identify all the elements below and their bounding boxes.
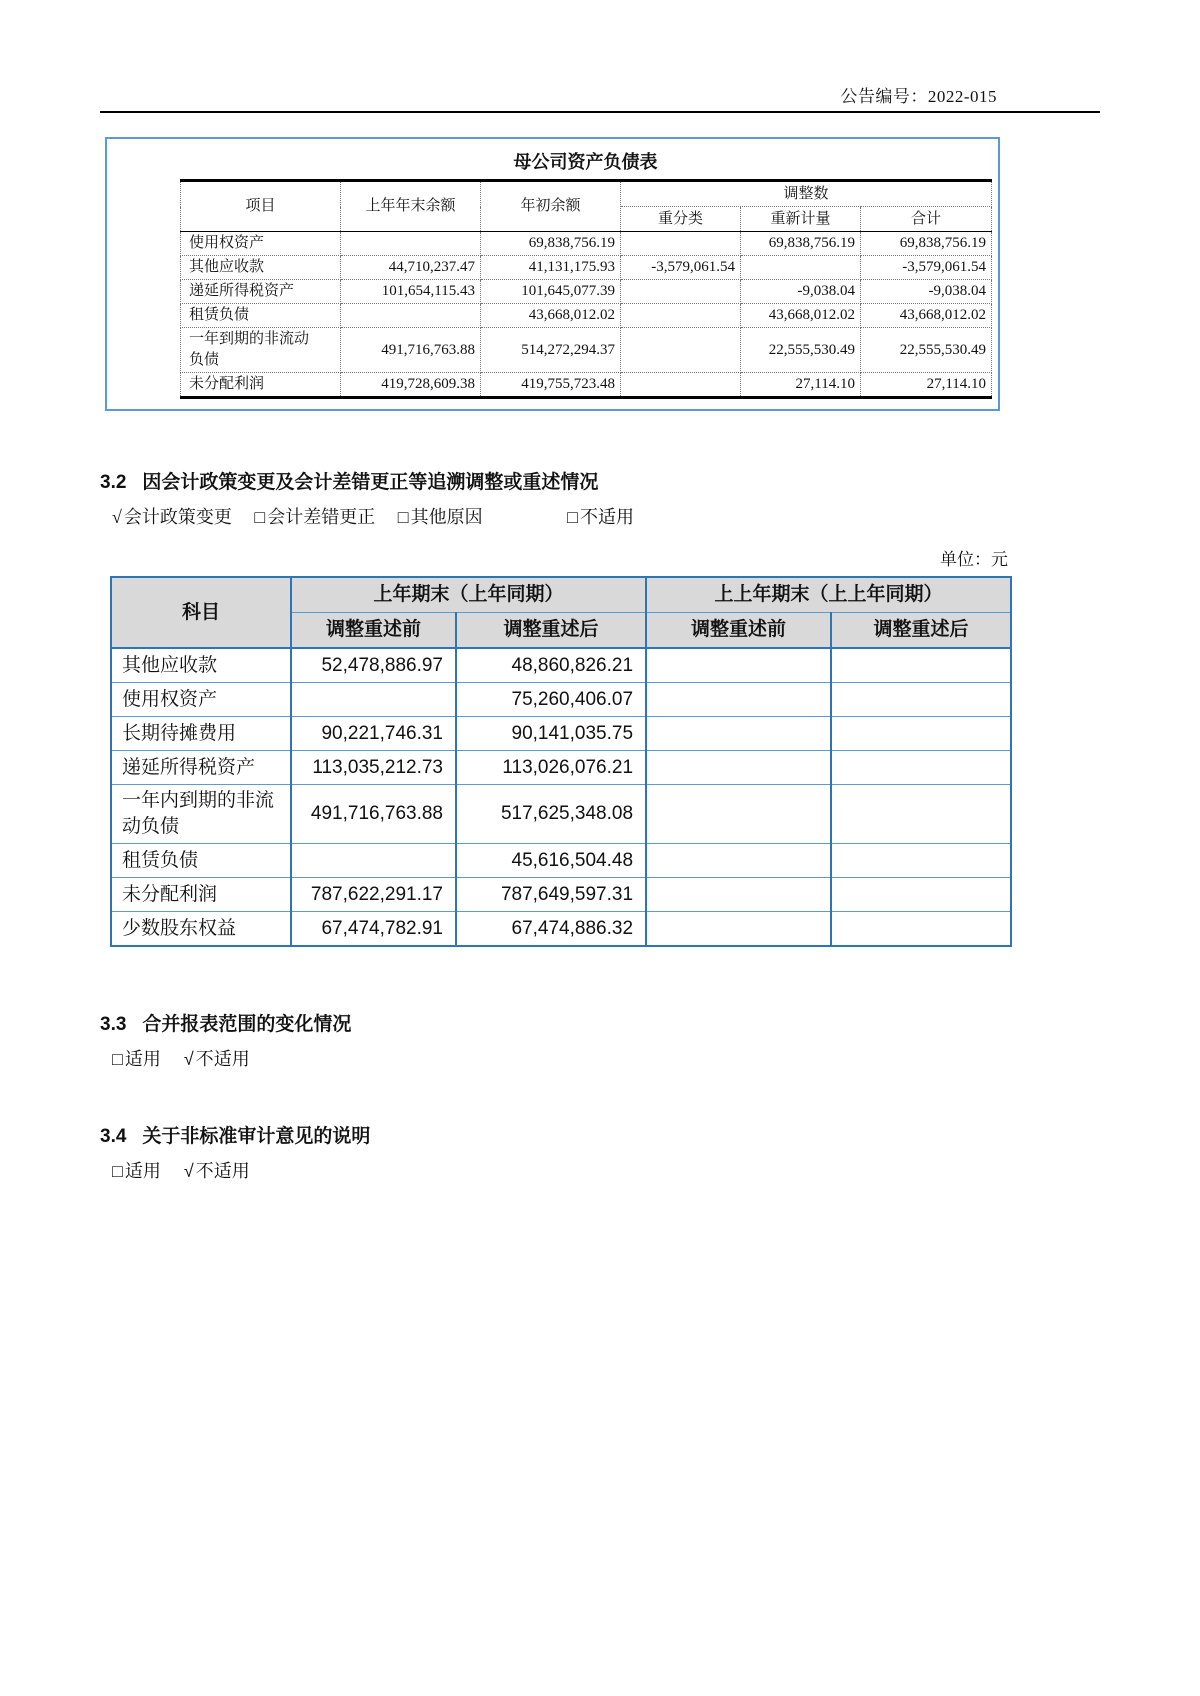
restatement-table [110, 576, 1012, 947]
checkbox-label: 会计政策变更 [123, 507, 232, 527]
restatement-table-body [111, 648, 1011, 946]
cell-begin: 43,668,012.02 [481, 304, 621, 328]
checkbox-option [184, 1161, 250, 1181]
checkbox-option [112, 507, 232, 527]
cell-begin: 69,838,756.19 [481, 232, 621, 256]
checkbox-label: 其他原因 [410, 507, 483, 527]
cell-reclass [621, 373, 741, 398]
cell-before2 [646, 785, 831, 844]
col-header-prev-prev-period: 上上年期末（上上年同期） [646, 577, 1011, 613]
col-header-prev-period: 上年期末（上年同期） [291, 577, 646, 613]
cell-before: 113,035,212.73 [291, 751, 456, 785]
cell-before2 [646, 912, 831, 947]
cell-after2 [831, 912, 1011, 947]
col-header-prev-year-end: 上年年末余额 [341, 181, 481, 232]
checkbox-label: 适用 [124, 1161, 161, 1181]
cell-subject: 租赁负债 [111, 844, 291, 878]
cell-remeasure: 43,668,012.02 [741, 304, 861, 328]
parent-table-head [181, 181, 992, 232]
table-row [111, 878, 1011, 912]
page-content [100, 467, 1100, 1183]
cell-item: 未分配利润 [181, 373, 341, 398]
cell-total: 69,838,756.19 [861, 232, 992, 256]
cell-remeasure: 69,838,756.19 [741, 232, 861, 256]
cell-prev [341, 232, 481, 256]
checkbox-option [112, 1049, 161, 1069]
cell-before: 491,716,763.88 [291, 785, 456, 844]
checkbox-glyph: □ [254, 507, 266, 527]
checkbox-option [398, 507, 483, 527]
cell-item: 使用权资产 [181, 232, 341, 256]
cell-subject: 其他应收款 [111, 648, 291, 683]
col-header-before2: 调整重述前 [646, 613, 831, 649]
cell-after: 67,474,886.32 [456, 912, 646, 947]
table-row [181, 328, 992, 373]
checkbox-label: 不适用 [580, 507, 635, 527]
table-row [111, 844, 1011, 878]
cell-begin: 101,645,077.39 [481, 280, 621, 304]
cell-before [291, 683, 456, 717]
cell-subject: 一年内到期的非流动负债 [111, 785, 291, 844]
cell-after2 [831, 717, 1011, 751]
cell-after: 75,260,406.07 [456, 683, 646, 717]
cell-before2 [646, 844, 831, 878]
section-3-3-options [100, 1045, 1100, 1071]
cell-before2 [646, 717, 831, 751]
table-row [181, 373, 992, 398]
cell-subject: 未分配利润 [111, 878, 291, 912]
table-row [181, 256, 992, 280]
check-mark: √ [183, 1161, 194, 1181]
cell-item: 租赁负债 [181, 304, 341, 328]
section-title: 因会计政策变更及会计差错更正等追溯调整或重述情况 [142, 472, 599, 493]
table-row [111, 648, 1011, 683]
table-row [111, 912, 1011, 947]
cell-before: 52,478,886.97 [291, 648, 456, 683]
cell-item: 递延所得税资产 [181, 280, 341, 304]
col-header-remeasure: 重新计量 [741, 207, 861, 232]
checkbox-label: 不适用 [195, 1049, 250, 1069]
col-header-before: 调整重述前 [291, 613, 456, 649]
cell-after: 113,026,076.21 [456, 751, 646, 785]
cell-total: 43,668,012.02 [861, 304, 992, 328]
cell-after2 [831, 683, 1011, 717]
cell-after: 90,141,035.75 [456, 717, 646, 751]
section-3-4-options [100, 1157, 1100, 1183]
cell-after2 [831, 648, 1011, 683]
header-row [181, 181, 992, 207]
cell-total: 22,555,530.49 [861, 328, 992, 373]
cell-begin: 514,272,294.37 [481, 328, 621, 373]
check-mark: √ [112, 507, 122, 527]
col-header-item: 项目 [181, 181, 341, 232]
checkbox-option [254, 507, 375, 527]
cell-item: 一年到期的非流动负债 [181, 328, 341, 373]
cell-reclass: -3,579,061.54 [621, 256, 741, 280]
cell-reclass [621, 304, 741, 328]
announcement-number: 公告编号：2022-015 [840, 87, 997, 106]
cell-after2 [831, 785, 1011, 844]
checkbox-glyph: □ [567, 507, 579, 527]
checkbox-option [184, 1049, 250, 1069]
checkbox-glyph: □ [112, 1161, 123, 1181]
cell-after: 517,625,348.08 [456, 785, 646, 844]
section-number: 3.2 [100, 472, 127, 493]
section-3-3-heading [100, 1009, 1100, 1036]
col-header-reclass: 重分类 [621, 207, 741, 232]
cell-total: 27,114.10 [861, 373, 992, 398]
cell-before2 [646, 648, 831, 683]
col-header-after2: 调整重述后 [831, 613, 1011, 649]
cell-before: 67,474,782.91 [291, 912, 456, 947]
table-row [111, 751, 1011, 785]
cell-after: 45,616,504.48 [456, 844, 646, 878]
cell-after: 787,649,597.31 [456, 878, 646, 912]
cell-subject: 长期待摊费用 [111, 717, 291, 751]
checkbox-label: 不适用 [195, 1161, 250, 1181]
table-row [111, 683, 1011, 717]
table-row [111, 717, 1011, 751]
cell-prev: 101,654,115.43 [341, 280, 481, 304]
cell-after2 [831, 844, 1011, 878]
checkbox-label: 适用 [124, 1049, 161, 1069]
col-header-after: 调整重述后 [456, 613, 646, 649]
col-header-year-begin: 年初余额 [481, 181, 621, 232]
cell-subject: 递延所得税资产 [111, 751, 291, 785]
checkbox-glyph: □ [397, 507, 409, 527]
col-header-total: 合计 [861, 207, 992, 232]
header-row [111, 577, 1011, 613]
restatement-table-head [111, 577, 1011, 648]
table-row [181, 280, 992, 304]
cell-reclass [621, 280, 741, 304]
cell-before: 90,221,746.31 [291, 717, 456, 751]
section-number: 3.3 [100, 1014, 127, 1035]
parent-table-title: 母公司资产负债表 [513, 152, 658, 172]
page-header [100, 0, 1100, 113]
cell-subject: 使用权资产 [111, 683, 291, 717]
cell-before2 [646, 878, 831, 912]
parent-table-body [181, 232, 992, 398]
cell-item: 其他应收款 [181, 256, 341, 280]
section-title: 合并报表范围的变化情况 [142, 1014, 352, 1035]
cell-total: -3,579,061.54 [861, 256, 992, 280]
cell-after2 [831, 751, 1011, 785]
cell-prev: 419,728,609.38 [341, 373, 481, 398]
cell-after2 [831, 878, 1011, 912]
cell-before2 [646, 683, 831, 717]
section-title: 关于非标准审计意见的说明 [142, 1126, 371, 1147]
cell-after: 48,860,826.21 [456, 648, 646, 683]
cell-begin: 41,131,175.93 [481, 256, 621, 280]
cell-remeasure: 27,114.10 [741, 373, 861, 398]
checkbox-glyph: □ [112, 1049, 123, 1069]
checkbox-label: 会计差错更正 [267, 507, 376, 527]
cell-before: 787,622,291.17 [291, 878, 456, 912]
table-row [111, 785, 1011, 844]
cell-prev [341, 304, 481, 328]
section-3-4-heading [100, 1121, 1100, 1148]
cell-before2 [646, 751, 831, 785]
unit-label: 单位：元 [940, 550, 1008, 569]
checkbox-option [567, 507, 634, 527]
cell-prev: 491,716,763.88 [341, 328, 481, 373]
table-row [181, 304, 992, 328]
cell-total: -9,038.04 [861, 280, 992, 304]
cell-prev: 44,710,237.47 [341, 256, 481, 280]
cell-remeasure: -9,038.04 [741, 280, 861, 304]
checkbox-option [112, 1161, 161, 1181]
parent-balance-sheet-box [105, 137, 1000, 411]
col-header-subject: 科目 [111, 577, 291, 648]
cell-remeasure: 22,555,530.49 [741, 328, 861, 373]
col-header-adjustment: 调整数 [621, 181, 992, 207]
table-row [181, 232, 992, 256]
cell-reclass [621, 232, 741, 256]
check-mark: √ [183, 1049, 194, 1069]
cell-remeasure [741, 256, 861, 280]
cell-begin: 419,755,723.48 [481, 373, 621, 398]
section-3-2-heading [100, 467, 1100, 494]
cell-before [291, 844, 456, 878]
cell-subject: 少数股东权益 [111, 912, 291, 947]
cell-reclass [621, 328, 741, 373]
parent-balance-table [180, 179, 992, 399]
section-number: 3.4 [100, 1126, 127, 1147]
section-3-2-options [100, 503, 1100, 529]
